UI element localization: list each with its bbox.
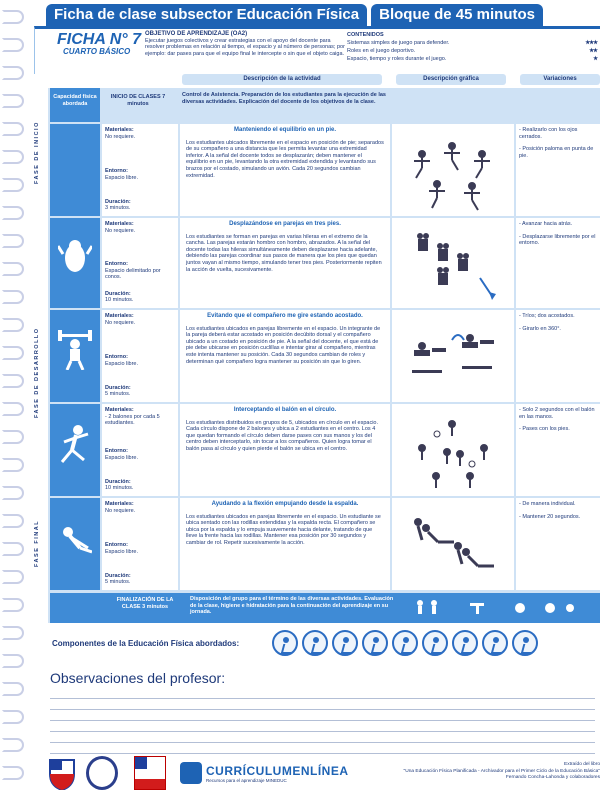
activity-text: Los estudiantes distribuidos en grupos de 5, ubicados en círculo en el espacio. Cada círculo dispone de 2 balones y ubica a 2 estudiantes en el centro. Los 4 que quedan formando el círculo deben darse pases con sus manos y los del centro deben interceptarlo, sin tocar a los compañeros. Quien logra tomar el balón pasa al círculo y quien pierde el balón se ubica en el centro.: [186, 419, 379, 452]
class-end-label: FINALIZACIÓN DE LA CLASE 3 minutos: [116, 597, 174, 610]
coordination-figure-icon: [58, 238, 92, 278]
activity-text: Los estudiantes ubicados libremente en el espacio en posición de pie; separados de su compañero a una distancia que les permita levantar una extremidad inferior. A la señal del docente todos se desplazarán; deben mantener el equilibrio en un pie, levantando la otra extremidad extendida y levantando sus brazos por el costado, simulando un avión. Cada 20 segundos cambian extremidad.: [186, 139, 384, 179]
variations-cell: - Solo 2 segundos con el balón en las manos. - Pases con los pies.: [516, 404, 600, 496]
capacity-icon-cell: [50, 124, 100, 216]
component-icon: [482, 630, 508, 656]
activity-text: Los estudiantes se forman en parejas en varias hileras en el extremo de la cancha. Las parejas estarán hombro con hombro, abrazados. A la señal del docente todas las hileras simultáneamente deben desplazarse hacia adelante, debiendo las parejas coordinar sus pasos de manera que los pies que quedan juntos vayan al mismo tiempo, simulando tener tres pies. Posteriormente repiten la acción de vuelta, sucesivamente.: [186, 233, 382, 273]
column-headers: [34, 74, 600, 86]
assisted-stretch-illustration: [392, 498, 514, 590]
column-variations: Variaciones: [520, 74, 600, 85]
contents-label: CONTENIDOS: [347, 32, 384, 38]
materials-cell: Materiales: No requiere. Entorno: Espacio libre. Duración: 3 minutos.: [102, 124, 178, 216]
activity-graphic: [392, 218, 514, 308]
worksheet-page: [30, 0, 600, 800]
components-label: Componentes de la Educación Física abordados:: [52, 638, 240, 648]
ips-logo: [86, 756, 118, 790]
activity-row: [50, 310, 600, 402]
title-bar: [46, 4, 543, 26]
curriculum-mark-icon: [180, 762, 202, 784]
variations-cell: - De manera individual. - Mantener 20 segundos.: [516, 498, 600, 590]
class-start-description: Control de Asistencia. Preparación de los estudiantes para la ejecución de las diversas actividades. Explicación del docente de los objetivos de la clase.: [182, 92, 386, 105]
page-title: Ficha de clase subsector Educación Física: [46, 4, 367, 26]
class-end-text: Disposición del grupo para el término de las diversas actividades. Evaluación de la clase, higiene e hidratación para la continuación del aprendizaje en su jornada.: [190, 596, 394, 616]
materials-cell: Materiales: No requiere. Entorno: Espacio delimitado por conos. Duración: 10 minutos.: [102, 218, 178, 308]
components-icons: [272, 630, 538, 656]
component-icon: [272, 630, 298, 656]
observations-title: Observaciones del profesor:: [50, 670, 226, 686]
activity-title: Evitando que el compañero me gire estando acostado.: [207, 313, 363, 319]
component-icon: [302, 630, 328, 656]
activity-graphic: [392, 310, 514, 402]
contents-list: [347, 31, 597, 63]
activity-title: Manteniendo el equilibrio en un pie.: [233, 127, 336, 133]
star-rating: ★: [593, 56, 597, 62]
activity-text: Los estudiantes ubicados en parejas libremente en el espacio. Un integrante de la pareja deberá estar acostado en posición decúbito dorsal y el compañero ubicado a un costado en posición de pie. A la señal del docente, el que está de pie debe ubicarse en posición cuclillas e intentar girar al compañero, mientras este intenta mantener su posición. Cada 30 segundos cambian de roles y determinan qué compañero logra mantener su posición sin que lo giren.: [186, 325, 381, 365]
objective-label: OBJETIVO DE APRENDIZAJE (OA2): [145, 31, 248, 37]
materials-cell: Materiales: - 2 balones por cada 5 estudiantes. Entorno: Espacio libre. Duración: 10 minutos.: [102, 404, 178, 496]
capacity-icon-cell: [50, 310, 100, 402]
mineduc-logo: [134, 756, 166, 790]
capacity-icon-cell: [50, 498, 100, 590]
capacity-icon-cell: [50, 404, 100, 496]
column-activity: Descripción de la actividad: [182, 74, 382, 85]
activity-row: [50, 218, 600, 308]
components-section: [52, 628, 592, 658]
learning-objective: [145, 31, 345, 57]
activity-row: [50, 404, 600, 496]
strength-figure-icon: [58, 330, 92, 370]
component-icon: [452, 630, 478, 656]
phase-column: [34, 88, 48, 623]
component-icon: [362, 630, 388, 656]
component-icon: [512, 630, 538, 656]
phase-desarrollo-label: FASE DE DESARROLLO: [34, 327, 40, 419]
capacity-icon-cell: [50, 218, 100, 308]
activity-graphic: [392, 124, 514, 216]
ball-circle-illustration: [392, 404, 514, 496]
class-end-row: [50, 593, 600, 623]
class-start-header: INICIO DE CLASES 7 minutos: [110, 94, 166, 107]
activity-description-cell: [180, 310, 390, 402]
activity-description-cell: [180, 498, 390, 590]
phase-final-label: FASE FINAL: [34, 519, 40, 567]
activity-title: Interceptando el balón en el círculo.: [233, 407, 337, 413]
balance-figures-illustration: [392, 124, 514, 216]
content-item: Sistemas simples de juego para defender. ★★★: [347, 40, 597, 46]
materials-cell: Materiales: No requiere. Entorno: Espacio libre. Duración: 5 minutos.: [102, 498, 178, 590]
activity-graphic: [392, 404, 514, 496]
content-item: Espacio, tiempo y roles durante el juego. ★: [347, 56, 597, 62]
activity-title: Ayudando a la flexión empujando desde la espalda.: [211, 501, 359, 507]
curriculum-brand-sub: Recursos para el aprendizaje MINEDUC: [206, 777, 287, 783]
lesson-table: [34, 88, 600, 623]
activity-description-cell: [180, 218, 390, 308]
pair-turning-illustration: [392, 310, 514, 402]
footer: [46, 756, 600, 796]
variations-cell: - Tríos; dos acostados. - Girarlo en 360°.: [516, 310, 600, 402]
ficha-number: FICHA N° 7: [57, 31, 142, 48]
binder-rings: [0, 0, 28, 800]
activity-description-cell: [180, 404, 390, 496]
phase-inicio-label: FASE DE INICIO: [34, 121, 40, 185]
content-item: Roles en el juego deportivo. ★★: [347, 48, 597, 54]
variations-cell: - Realizarlo con los ojos cerrados. - Posición paloma en punta de pie.: [516, 124, 600, 216]
hygiene-hydration-illustration: [410, 597, 590, 619]
curriculum-brand: [180, 762, 349, 784]
activity-title: Desplazándose en parejas en tres pies.: [229, 221, 341, 227]
header-box: [34, 26, 600, 74]
agility-figure-icon: [58, 424, 92, 464]
observations-lines[interactable]: [50, 688, 595, 754]
activity-row: [50, 124, 600, 216]
variations-cell: - Avanzar hacia atrás. - Desplazarse libremente por el entorno.: [516, 218, 600, 308]
curriculum-brand-text: CURRÍCULUMENLÍNEA: [206, 763, 349, 778]
star-rating: ★★★: [585, 40, 597, 46]
activity-row: [50, 498, 600, 590]
capacity-header: Capacidad física abordada: [50, 88, 100, 122]
activity-description-cell: [180, 124, 390, 216]
three-legged-walk-illustration: [392, 218, 514, 308]
star-rating: ★★: [589, 48, 597, 54]
coat-of-arms-logo: [46, 756, 78, 790]
flexibility-figure-icon: [58, 518, 92, 558]
block-duration-tab: Bloque de 45 minutos: [371, 4, 543, 26]
activity-graphic: [392, 498, 514, 590]
grade-level: CUARTO BÁSICO: [63, 47, 131, 56]
component-icon: [422, 630, 448, 656]
component-icon: [392, 630, 418, 656]
activity-text: Los estudiantes ubicados en parejas libremente en el espacio. Un estudiante se ubica sentado con las rodillas extendidas y la espalda recta. El compañero se ubica por la espalda y lo empuja suavemente hacia delante, tratando de que lleve la frente hacia las rodillas. Mantener esa posición por 30 segundos y cambiar de rol. Repetir sucesivamente la acción.: [186, 513, 381, 546]
materials-cell: Materiales: No requiere. Entorno: Espacio libre. Duración: 5 minutos.: [102, 310, 178, 402]
component-icon: [332, 630, 358, 656]
source-credit: Extraído del libro "Una Educación Física Planificada - Archivador para el Primer Ciclo de la Educación Básica" Fernando Concha-Lahonda y colaboradores: [403, 762, 600, 780]
objective-text: Ejecutar juegos colectivos y crear estrategias con el apoyo del docente para resolver problemas en relación al tiempo, el espacio y al número de personas; por ejemplo: dar pases para que el equipo final le intercepte o sin que el objeto caiga.: [145, 37, 345, 57]
column-graphic: Descripción gráfica: [396, 74, 506, 85]
